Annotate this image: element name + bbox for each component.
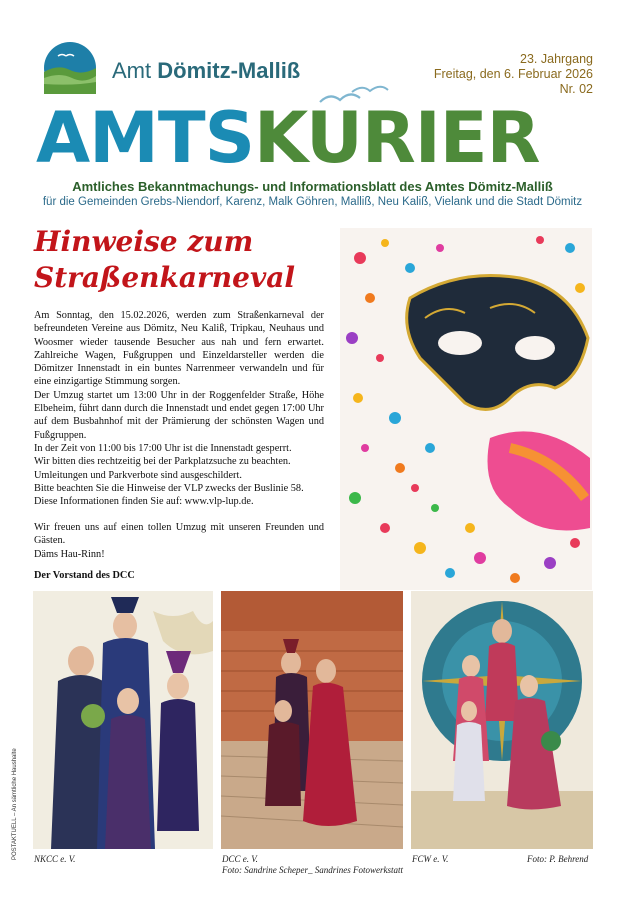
photo-dcc: [221, 591, 403, 849]
issue-number: Nr. 02: [559, 82, 593, 96]
caption-dcc: DCC e. V.: [222, 854, 258, 864]
caption-fcw: FCW e. V.: [412, 854, 449, 864]
article-body: [34, 309, 324, 508]
issue-date: Freitag, den 6. Februar 2026: [433, 67, 593, 81]
article-headline: Hinweise zum Straßenkarneval: [34, 225, 296, 294]
carnival-mask-image: [340, 228, 592, 590]
credit-fcw: Foto: P. Behrend: [527, 854, 589, 864]
article-line: Diese Informationen finden Sie auf: www.vlp-lup.de.: [34, 496, 254, 508]
article-line: Bitte beachten Sie die Hinweise der VLP zwecks der Buslinie 58.: [34, 482, 304, 494]
article-paragraph: Am Sonntag, den 15.02.2026, werden zum Straßenkarneval der befreundeten Vereine aus Dömitz, Neu Kaliß, Tripkau, Neuhaus und Woosmer wieder tausende Besucher aus nah und fern erwartet. Zahlreiche Wagen, Fußgruppen und Einzeldarsteller werden die Dömitzer Innenstadt in ein buntes Narrenmeer verwandeln und für eine einzigartige Stimmung sorgen.: [34, 310, 324, 388]
photo-nkcc: [33, 591, 213, 849]
article-line: Umleitungen und Parkverbote sind ausgeschildert.: [34, 469, 242, 481]
side-note: POSTAKTUELL – An sämtliche Haushalte: [12, 748, 18, 860]
article-line: Wir bitten dies rechtzeitig bei der Parkplatzsuche zu beachten.: [34, 456, 291, 468]
credit-dcc: Foto: Sandrine Scheper_ Sandrines Fotowerkstatt: [222, 865, 403, 875]
caption-nkcc: NKCC e. V.: [34, 854, 76, 864]
issue-info: [434, 52, 593, 97]
municipalities-line: für die Gemeinden Grebs-Niendorf, Karenz, Malk Göhren, Malliß, Neu Kaliß, Vielank und die Stadt Dömitz: [42, 196, 583, 208]
amt-title: Amt Dömitz-Malliß: [112, 58, 301, 83]
photo-fcw: [411, 591, 593, 849]
amt-logo: [44, 42, 96, 94]
issue-year: 23. Jahrgang: [520, 52, 593, 66]
article-line: In der Zeit von 11:00 bis 17:00 Uhr ist die Innenstadt gesperrt.: [34, 442, 292, 454]
masthead-subtitle: Amtliches Bekanntmachungs- und Informationsblatt des Amtes Dömitz-Malliß: [72, 179, 553, 194]
article-paragraph: Der Umzug startet um 13:00 Uhr in der Roggenfelder Straße, Höhe Elbeheim, führt dann durch die Innenstadt und endet gegen 17:00 Uhr auf dem Busbahnhof mit der Prämierung der schönsten Wagen und Fußgruppen.: [34, 389, 324, 441]
article-closing: Wir freuen uns auf einen tollen Umzug mit unseren Freunden und Gästen. Däms Hau-Rinn!: [34, 522, 324, 560]
article-signature: Der Vorstand des DCC: [34, 570, 135, 581]
masthead-title: AMTSKURIER: [36, 97, 540, 179]
